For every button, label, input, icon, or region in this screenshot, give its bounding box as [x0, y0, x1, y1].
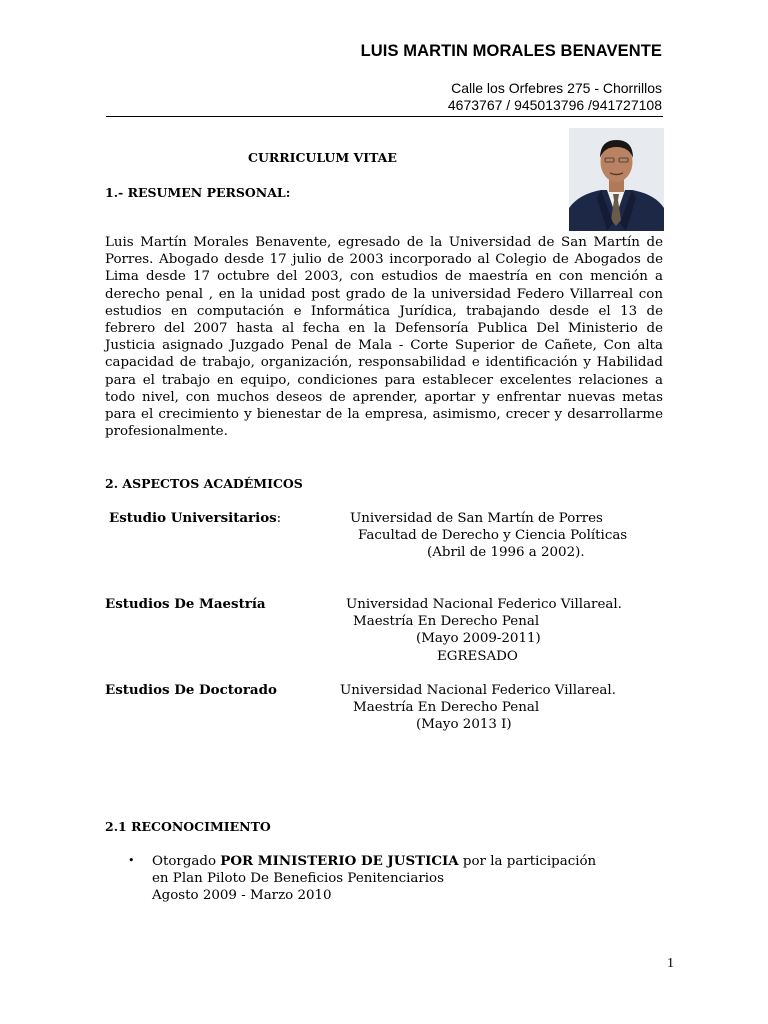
reconocimiento-line-2: en Plan Piloto De Beneficios Penitenciarios	[152, 871, 444, 886]
profile-photo	[569, 128, 664, 231]
universitarios-line-2: Facultad de Derecho y Ciencia Políticas	[358, 528, 628, 543]
address: Calle los Orfebres 275 - Chorrillos	[451, 80, 662, 96]
maestria-line-4: EGRESADO	[437, 649, 518, 664]
universitarios-line-3: (Abril de 1996 a 2002).	[427, 545, 585, 560]
bullet-icon: •	[128, 854, 135, 867]
label-colon: :	[276, 511, 282, 526]
maestria-line-2: Maestría En Derecho Penal	[353, 614, 540, 629]
doctorado-line-3: (Mayo 2013 I)	[416, 717, 512, 732]
candidate-name: LUIS MARTIN MORALES BENAVENTE	[360, 42, 662, 60]
header-divider	[106, 116, 663, 117]
section-heading-reconocimiento: 2.1 RECONOCIMIENTO	[105, 819, 271, 834]
reconocimiento-ministerio: POR MINISTERIO DE JUSTICIA	[220, 853, 459, 869]
label-text: Estudio Universitarios	[109, 510, 277, 526]
resumen-paragraph: Luis Martín Morales Benavente, egresado de la Universidad de San Martín de Porres. Abogado desde 17 julio de 2003 incorporado al Colegio de Abogados de Lima desde 17 octubre del 2003, con estudios de maestría en con mención a derecho penal , en la unidad post grado de la universidad Federo Villarreal con estudios en computación e Informática Jurídica, trabajando desde el 13 de febrero del 2007 hasta al fecha en la Defensoría Publica Del Ministerio de Justicia asignado Juzgado Penal de Mala - Corte Superior de Cañete, Con alta capacidad de trabajo, organización, responsabilidad e identificación y Habilidad para el trabajo en equipo, condiciones para establecer excelentes relaciones a todo nivel, con muchos deseos de aprender, aportar y enfrentar nuevas metas para el crecimiento y bienestar de la empresa, asimismo, crecer y desarrollarme profesionalmente.	[105, 235, 663, 440]
reconocimiento-line-1	[152, 853, 596, 870]
doctorado-line-1: Universidad Nacional Federico Villareal.	[340, 683, 616, 698]
label-estudios-maestria: Estudios De Maestría	[105, 596, 266, 612]
section-heading-resumen: 1.- RESUMEN PERSONAL:	[105, 185, 291, 200]
reconocimiento-post: por la participación	[458, 854, 597, 869]
universitarios-line-1: Universidad de San Martín de Porres	[350, 511, 603, 526]
reconocimiento-line-3: Agosto 2009 - Marzo 2010	[152, 888, 332, 903]
maestria-line-3: (Mayo 2009-2011)	[416, 631, 541, 646]
page-number: 1	[667, 956, 674, 971]
label-estudio-universitarios	[109, 510, 281, 527]
section-heading-academicos: 2. ASPECTOS ACADÉMICOS	[105, 476, 303, 491]
portrait-illustration	[569, 128, 664, 231]
contact-block	[448, 80, 662, 114]
label-estudios-doctorado: Estudios De Doctorado	[105, 682, 277, 698]
maestria-line-1: Universidad Nacional Federico Villareal.	[346, 597, 622, 612]
reconocimiento-pre: Otorgado	[152, 854, 221, 869]
phone-numbers: 4673767 / 945013796 /941727108	[447, 97, 662, 113]
document-title: CURRICULUM VITAE	[248, 150, 397, 165]
doctorado-line-2: Maestría En Derecho Penal	[353, 700, 540, 715]
